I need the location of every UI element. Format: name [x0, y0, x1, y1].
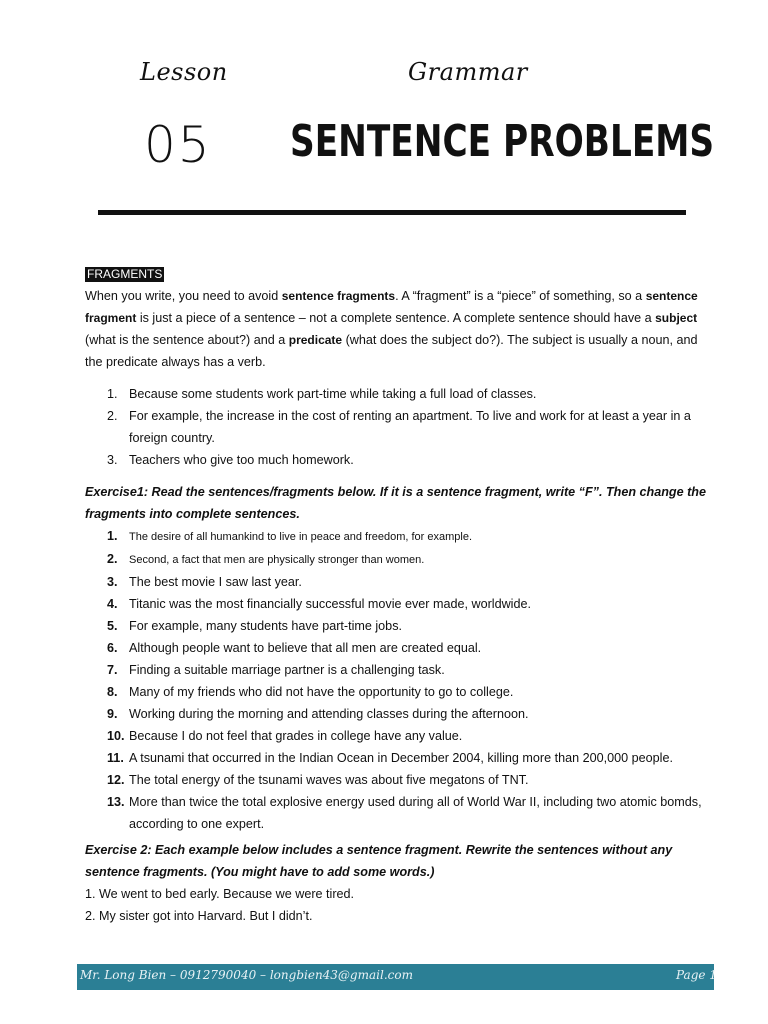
list-item: [85, 725, 715, 747]
list-item: [85, 769, 715, 791]
intro-text: When you write, you need to avoid: [85, 289, 282, 303]
list-item: [85, 571, 715, 593]
item-text: For example, many students have part-time jobs.: [129, 619, 402, 633]
list-item: [85, 615, 715, 637]
exercise2-instruction: Exercise 2: Each example below includes a sentence fragment. Rewrite the sentences without any sentence fragments. (You might have to add some words.): [85, 843, 673, 879]
intro-text: is just a piece of a sentence – not a complete sentence. A complete sentence should have a: [136, 311, 656, 325]
item-text: Because I do not feel that grades in college have any value.: [129, 729, 463, 743]
exercise2-item: 1. We went to bed early. Because we were tired.: [85, 887, 355, 901]
term-predicate: predicate: [288, 333, 343, 347]
intro-text: (what is the sentence about?) and a: [85, 333, 289, 347]
item-text: Second, a fact that men are physically stronger than women.: [129, 554, 425, 566]
lesson-content: [85, 263, 715, 927]
item-text: Although people want to believe that all men are created equal.: [129, 641, 482, 655]
fragments-intro: [85, 285, 715, 373]
item-number: 4.: [107, 597, 118, 611]
exercise2-item: 2. My sister got into Harvard. But I didn’t.: [85, 909, 313, 923]
item-number: 6.: [107, 641, 118, 655]
list-item: [85, 525, 715, 548]
item-number: 10.: [107, 729, 125, 743]
item-number: 11.: [107, 751, 124, 765]
item-number: 13.: [107, 795, 125, 809]
item-text: Working during the morning and attending classes during the afternoon.: [129, 707, 529, 721]
item-number: 8.: [107, 685, 118, 699]
item-text: The total energy of the tsunami waves was about five megatons of TNT.: [129, 773, 529, 787]
list-item: [85, 593, 715, 615]
list-item: [85, 405, 715, 449]
item-text: Titanic was the most financially successful movie ever made, worldwide.: [129, 597, 531, 611]
item-text: The best movie I saw last year.: [129, 575, 302, 589]
intro-text: (what does the subject do?). The subject is usually a noun, and the predicate always has a verb.: [85, 333, 698, 369]
item-text: For example, the increase in the cost of renting an apartment. To live and work for at least a year in a foreign country.: [129, 409, 691, 445]
list-item: [85, 383, 715, 405]
item-number: 9.: [107, 707, 118, 721]
title-divider: [98, 210, 686, 215]
intro-text: . A “fragment” is a “piece” of something, so a: [395, 289, 646, 303]
item-text: Because some students work part-time while taking a full load of classes.: [129, 387, 537, 401]
item-text: Teachers who give too much homework.: [129, 453, 354, 467]
item-text: The desire of all humankind to live in peace and freedom, for example.: [129, 531, 473, 543]
list-item: [85, 637, 715, 659]
lesson-label: Lesson: [140, 58, 228, 86]
fragments-heading: FRAGMENTS: [87, 267, 163, 281]
list-item: [85, 747, 715, 769]
grammar-label: Grammar: [408, 58, 528, 86]
list-item: [85, 791, 715, 835]
footer-contact: Mr. Long Bien – 0912790040 – longbien43@gmail.com: [80, 968, 413, 982]
item-number: 2.: [107, 409, 118, 423]
exercise1-instruction: Exercise1: Read the sentences/fragments below. If it is a sentence fragment, write “F”. Then change the fragments into complete sentences.: [85, 485, 707, 521]
item-number: 7.: [107, 663, 118, 677]
item-number: 3.: [107, 575, 118, 589]
item-text: More than twice the total explosive energy used during all of World War II, including two atomic bomds, according to one expert.: [129, 795, 702, 831]
page-number: Page 1: [676, 968, 717, 982]
item-number: 1.: [107, 387, 118, 401]
page-title: SENTENCE PROBLEMS: [290, 116, 715, 167]
item-number: 2.: [107, 552, 118, 566]
exercise1-list: [85, 525, 715, 835]
item-text: Finding a suitable marriage partner is a challenging task.: [129, 663, 445, 677]
lesson-number: 05: [144, 116, 212, 174]
item-text: Many of my friends who did not have the opportunity to go to college.: [129, 685, 514, 699]
item-text: A tsunami that occurred in the Indian Ocean in December 2004, killing more than 200,000 people.: [129, 751, 673, 765]
list-item: [85, 449, 715, 471]
fragment-examples-list: [85, 383, 715, 471]
list-item: [85, 548, 715, 571]
term-sentence-fragments: sentence fragments: [281, 289, 396, 303]
list-item: [85, 659, 715, 681]
list-item: [85, 681, 715, 703]
term-sentence-fragment: sentence fragment: [85, 289, 698, 325]
item-number: 1.: [107, 529, 118, 543]
item-number: 5.: [107, 619, 118, 633]
item-number: 12.: [107, 773, 125, 787]
item-number: 3.: [107, 453, 118, 467]
term-subject: subject: [655, 311, 698, 325]
list-item: [85, 703, 715, 725]
